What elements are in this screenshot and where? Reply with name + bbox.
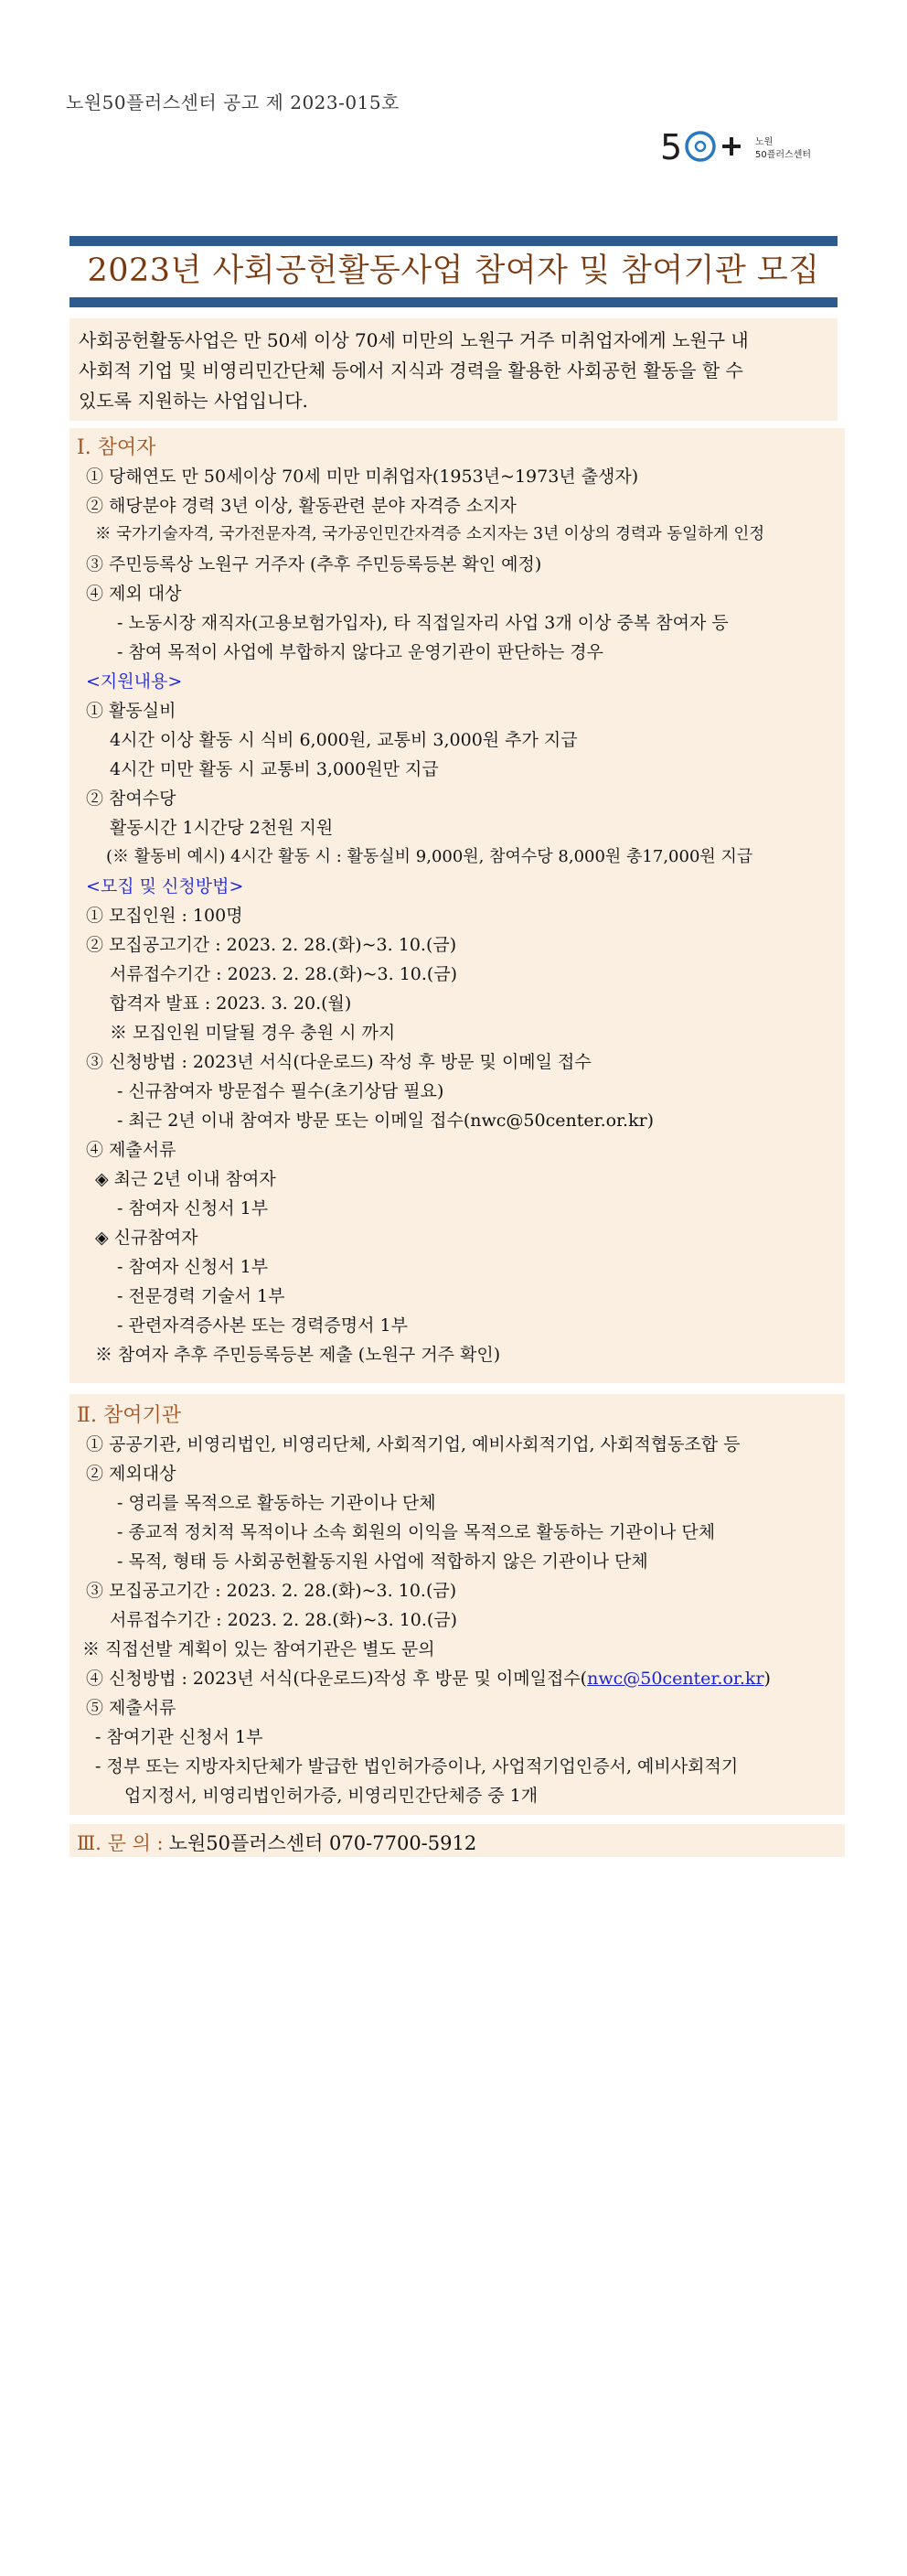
s1-line-10: 4시간 미만 활동 시 교통비 3,000원만 지급 — [110, 759, 439, 779]
section-participants — [69, 428, 845, 1383]
s2-apply-text: ④ 신청방법 : 2023년 서식(다운로드)작성 후 방문 및 이메일접수( — [86, 1669, 588, 1689]
s1-line-18: 합격자 발표 : 2023. 3. 20.(월) — [110, 993, 352, 1014]
s2-line-9: ⑤ 제출서류 — [86, 1698, 176, 1718]
s2-line-0: ① 공공기관, 비영리법인, 비영리단체, 사회적기업, 예비사회적기업, 사회적협동조합 등 — [86, 1434, 741, 1454]
email-link[interactable]: nwc@50center.or.kr — [587, 1669, 764, 1689]
intro-line-1: 사회공헌활동사업은 만 50세 이상 70세 미만의 노원구 거주 미취업자에게 노원구 내 — [79, 329, 749, 351]
s1-line-24: ◈ 최근 2년 이내 참여자 — [95, 1169, 276, 1189]
logo-line1: 노원 — [755, 137, 774, 147]
section1-heading: Ⅰ. 참여자 — [77, 436, 156, 459]
s2-line-2: - 영리를 목적으로 활동하는 기관이나 단체 — [117, 1493, 436, 1513]
s2-line-8 — [86, 1665, 771, 1690]
s1-line-6: - 참여 목적이 사업에 부합하지 않다고 운영기관이 판단하는 경우 — [117, 642, 603, 662]
s1-line-20: ③ 신청방법 : 2023년 서식(다운로드) 작성 후 방문 및 이메일 접수 — [86, 1052, 592, 1072]
s2-line-4: - 목적, 형태 등 사회공헌활동지원 사업에 적합하지 않은 기관이나 단체 — [117, 1551, 648, 1572]
section-organizations — [69, 1394, 845, 1815]
nowon-50plus-logo — [660, 124, 825, 176]
page-title: 2023년 사회공헌활동사업 참여자 및 참여기관 모집 — [87, 252, 820, 289]
logo-digit-5: 5 — [660, 127, 683, 167]
s1-line-11: ② 참여수당 — [86, 789, 176, 809]
s1-line-3: ③ 주민등록상 노원구 거주자 (추후 주민등록등본 확인 예정) — [86, 554, 542, 574]
logo-ring-icon — [687, 133, 714, 160]
s1-line-23: ④ 제출서류 — [86, 1140, 176, 1160]
intro-line-2: 사회적 기업 및 비영리민간단체 등에서 지식과 경력을 활용한 사회공헌 활동을 할 수 — [79, 360, 743, 381]
title-rule-bottom — [69, 297, 838, 307]
section2-heading: Ⅱ. 참여기관 — [77, 1404, 181, 1427]
s1-line-22: - 최근 2년 이내 참여자 방문 또는 이메일 접수(nwc@50center.or.kr) — [117, 1111, 655, 1131]
s1-line-13: (※ 활동비 예시) 4시간 활동 시 : 활동실비 9,000원, 참여수당 8,000원 총17,000원 지급 — [106, 847, 753, 866]
contact-text: 노원50플러스센터 070-7700-5912 — [168, 1832, 477, 1854]
s2-close-paren: ) — [763, 1669, 771, 1689]
s1-line-4: ④ 제외 대상 — [86, 584, 182, 604]
contact-line — [77, 1829, 476, 1856]
s1-line-9: 4시간 이상 활동 시 식비 6,000원, 교통비 3,000원 추가 지급 — [110, 730, 578, 750]
s1-line-5: - 노동시장 재직자(고용보험가입자), 타 직접일자리 사업 3개 이상 중복 참여자 등 — [117, 613, 729, 633]
s1-line-21: - 신규참여자 방문접수 필수(초기상담 필요) — [117, 1081, 444, 1101]
section-contact — [69, 1824, 845, 1857]
intro-panel — [69, 318, 838, 421]
s1-line-17: 서류접수기간 : 2023. 2. 28.(화)~3. 10.(금) — [110, 964, 458, 984]
s1-line-15: ① 모집인원 : 100명 — [86, 906, 243, 926]
s1-line-12: 활동시간 1시간당 2천원 지원 — [110, 818, 334, 838]
notice-number: 노원50플러스센터 공고 제 2023-015호 — [66, 91, 400, 113]
contact-label: Ⅲ. 문 의 : — [77, 1832, 164, 1854]
s2-line-5: ③ 모집공고기간 : 2023. 2. 28.(화)~3. 10.(금) — [86, 1581, 457, 1601]
s2-line-10: - 참여기관 신청서 1부 — [95, 1727, 263, 1747]
s1-line-25: - 참여자 신청서 1부 — [117, 1198, 269, 1218]
s2-line-1: ② 제외대상 — [86, 1464, 176, 1484]
s1-line-8: ① 활동실비 — [86, 701, 176, 721]
s1-line-19: ※ 모집인원 미달될 경우 충원 시 까지 — [110, 1023, 396, 1043]
logo-line2: 50플러스센터 — [755, 150, 812, 160]
s2-line-3: - 종교적 정치적 목적이나 소속 회원의 이익을 목적으로 활동하는 기관이나 단체 — [117, 1522, 716, 1542]
s2-line-12: 업지정서, 비영리법인허가증, 비영리민간단체증 중 1개 — [124, 1786, 539, 1806]
s1-line-28: - 전문경력 기술서 1부 — [117, 1286, 285, 1306]
s1-apply-heading: <모집 및 신청방법> — [86, 876, 244, 896]
intro-line-3: 있도록 지원하는 사업입니다. — [79, 390, 308, 412]
s2-line-6: 서류접수기간 : 2023. 2. 28.(화)~3. 10.(금) — [110, 1610, 458, 1630]
s1-line-26: ◈ 신규참여자 — [95, 1228, 198, 1248]
s1-line-0: ① 당해연도 만 50세이상 70세 미만 미취업자(1953년~1973년 출생자) — [86, 467, 639, 487]
s1-support-heading: <지원내용> — [86, 671, 183, 692]
s1-line-30: ※ 참여자 추후 주민등록등본 제출 (노원구 거주 확인) — [95, 1345, 501, 1365]
s1-line-27: - 참여자 신청서 1부 — [117, 1257, 269, 1277]
s1-line-29: - 관련자격증사본 또는 경력증명서 1부 — [117, 1315, 408, 1336]
s1-line-1: ② 해당분야 경력 3년 이상, 활동관련 분야 자격증 소지자 — [86, 496, 517, 516]
s1-line-16: ② 모집공고기간 : 2023. 2. 28.(화)~3. 10.(금) — [86, 935, 457, 955]
s2-line-7: ※ 직접선발 계획이 있는 참여기관은 별도 문의 — [82, 1639, 435, 1659]
s2-line-11: - 정부 또는 지방자치단체가 발급한 법인허가증이나, 사업적기업인증서, 예비사회적기 — [95, 1756, 739, 1776]
s1-line-2: ※ 국가기술자격, 국가전문자격, 국가공인민간자격증 소지자는 3년 이상의 경력과 동일하게 인정 — [95, 525, 765, 543]
